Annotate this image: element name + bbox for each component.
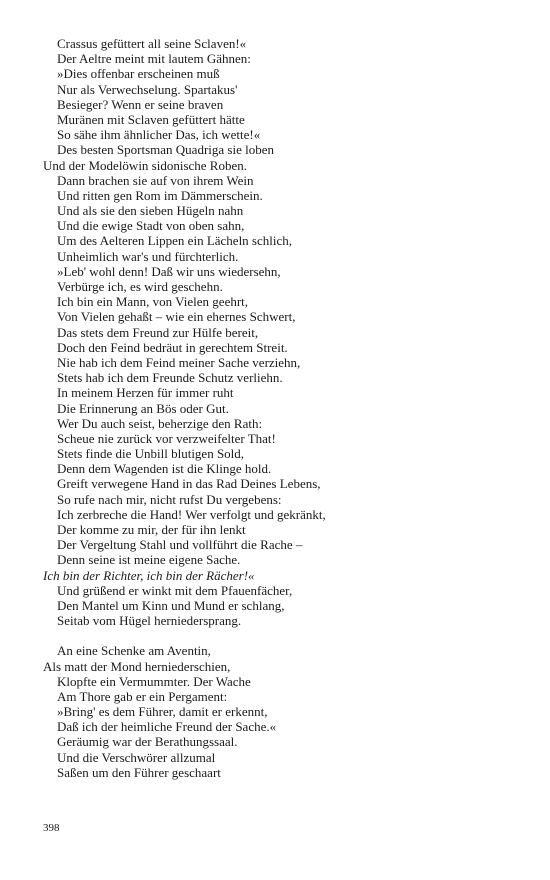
poem-line: Und der Modelöwin sidonische Roben.	[43, 157, 248, 173]
poem-line: Als matt der Mond herniederschien,	[43, 658, 231, 674]
poem-line: Stets hab ich dem Freunde Schutz verliehn.	[57, 370, 283, 386]
poem-line: Seitab vom Hügel herniedersprang.	[57, 613, 242, 629]
poem-line: Denn seine ist meine eigene Sache.	[57, 552, 241, 568]
poem-line: Der Aeltre meint mit lautem Gähnen:	[57, 51, 251, 67]
poem-line: Stets finde die Unbill blutigen Sold,	[57, 446, 245, 462]
stanza	[43, 36, 523, 628]
poem-line: »Dies offenbar erscheinen muß	[57, 66, 220, 82]
poem-line: Des besten Sportsman Quadriga sie loben	[57, 142, 274, 158]
poem-line: Daß ich der heimliche Freund der Sache.«	[57, 719, 277, 735]
poem-line: Die Erinnerung an Bös oder Gut.	[57, 400, 229, 416]
poem-line: Scheue nie zurück vor verzweifelter That!	[57, 430, 276, 446]
poem-line: Wer Du auch seist, beherzige den Rath:	[57, 415, 263, 431]
poem-line: »Leb' wohl denn! Daß wir uns wiedersehn,	[57, 263, 281, 279]
poem-line: Besieger? Wenn er seine braven	[57, 96, 224, 112]
poem-line: Muränen mit Sclaven gefüttert hätte	[57, 111, 245, 127]
poem-line: Und als sie den sieben Hügeln nahn	[57, 203, 244, 219]
poem-line: Und grüßend er winkt mit dem Pfauenfächer,	[57, 582, 293, 598]
poem-line: In meinem Herzen für immer ruht	[57, 385, 234, 401]
poem-line: Doch den Feind bedräut in gerechtem Streit.	[57, 339, 288, 355]
poem-line: »Bring' es dem Führer, damit er erkennt,	[57, 704, 268, 720]
poem-line: Am Thore gab er ein Pergament:	[57, 688, 228, 704]
stanza-break	[43, 628, 523, 643]
poem-line: Und ritten gen Rom im Dämmerschein.	[57, 187, 263, 203]
poem-text	[43, 36, 523, 780]
poem-line: Verbürge ich, es wird geschehn.	[57, 279, 223, 294]
poem-line: Ich bin ein Mann, von Vielen geehrt,	[57, 294, 249, 310]
page-number: 398	[43, 822, 60, 834]
stanza	[43, 643, 523, 780]
poem-line: Ich bin der Richter, ich bin der Rächer!«	[43, 567, 255, 583]
poem-line: Den Mantel um Kinn und Mund er schlang,	[57, 597, 285, 613]
poem-line: Greift verwegene Hand in das Rad Deines Lebens,	[57, 476, 321, 492]
poem-line: Von Vielen gehaßt – wie ein ehernes Schwert,	[57, 309, 296, 325]
poem-line: Und die ewige Stadt von oben sahn,	[57, 218, 245, 234]
poem-line: Und die Verschwörer allzumal	[57, 749, 216, 765]
poem-line: Nur als Verwechselung. Spartakus'	[57, 81, 238, 97]
poem-line: Dann brachen sie auf von ihrem Wein	[57, 172, 254, 188]
poem-line: So rufe nach mir, nicht rufst Du vergebens:	[57, 491, 282, 507]
poem-line: Um des Aelteren Lippen ein Lächeln schlich,	[57, 233, 293, 249]
poem-line: Klopfte ein Vermummter. Der Wache	[57, 673, 251, 689]
poem-line: Unheimlich war's und fürchterlich.	[57, 248, 239, 264]
poem-line: Denn dem Wagenden ist die Klinge hold.	[57, 461, 272, 477]
poem-line: Das stets dem Freund zur Hülfe bereit,	[57, 324, 259, 340]
poem-line: An eine Schenke am Aventin,	[57, 643, 211, 659]
poem-line: Crassus gefüttert all seine Sclaven!«	[57, 36, 247, 51]
poem-line: So sähe ihm ähnlicher Das, ich wette!«	[57, 127, 261, 143]
poem-line: Ich zerbreche die Hand! Wer verfolgt und gekränkt,	[57, 506, 326, 522]
poem-line: Saßen um den Führer geschaart	[57, 764, 221, 780]
poem-line: Der Vergeltung Stahl und vollführt die Rache –	[57, 537, 303, 553]
poem-line: Nie hab ich dem Feind meiner Sache verziehn,	[57, 354, 301, 370]
poem-line: Geräumig war der Berathungssaal.	[57, 734, 238, 750]
poem-line: Der komme zu mir, der für ihn lenkt	[57, 522, 246, 537]
